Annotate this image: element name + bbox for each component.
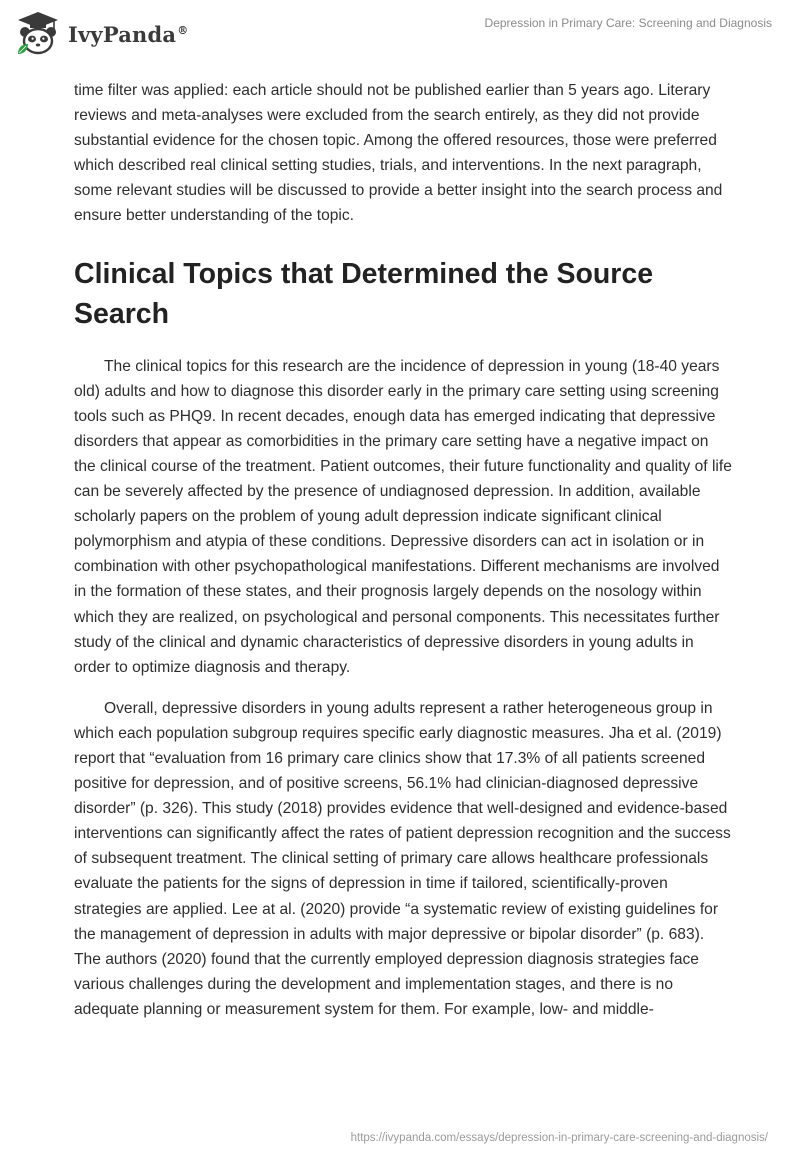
logo-name: IvyPanda bbox=[68, 21, 177, 47]
source-url[interactable]: https://ivypanda.com/essays/depression-in-primary-care-screening-and-diagnosis/ bbox=[350, 1132, 768, 1144]
section-heading: Clinical Topics that Determined the Source Search bbox=[74, 257, 654, 330]
article-body bbox=[74, 78, 734, 1022]
ivypanda-logo[interactable] bbox=[14, 10, 188, 58]
intro-paragraph: time filter was applied: each article should not be published earlier than 5 years ago. Literary reviews and meta-analyses were excluded from the search entirely, as they did not provide substantial evidence for the chosen topic. Among the offered resources, those were preferred which described real clinical setting studies, trials, and interventions. In the next paragraph, some relevant studies will be discussed to provide a better insight into the search process and ensure better understanding of the topic. bbox=[74, 82, 723, 225]
body-paragraph-2: Overall, depressive disorders in young adults represent a rather heterogeneous group in which each population subgroup requires specific early diagnostic measures. Jha et al. (2019) report that “evaluation from 16 primary care clinics show that 17.3% of all patients screened positive for depression, and of positive screens, 56.1% had clinician-diagnosed depressive disorder” (p. 326). This study (2018) provides evidence that well-designed and evidence-based interventions can significantly affect the rates of patient depression recognition and the success of subsequent treatment. The clinical setting of primary care allows healthcare professionals evaluate the patients for the signs of depression in time if tailored, scientifically-proven strategies are applied. Lee at al. (2020) provide “a systematic review of existing guidelines for the management of depression in adults with major depressive or bipolar disorder” (p. 683). The authors (2020) found that the currently employed depression diagnosis strategies face various challenges during the development and implementation stages, and there is no adequate planning or measurement system for them. For example, low- and middle- bbox=[74, 699, 731, 1018]
body-paragraph-1: The clinical topics for this research are the incidence of depression in young (18-40 years old) adults and how to diagnose this disorder early in the primary care setting using screening tools such as PHQ9. In recent decades, enough data has emerged indicating that depressive disorders that appear as comorbidities in the primary care setting have a negative impact on the clinical course of the treatment. Patient outcomes, their future functionality and quality of life can be severely affected by the presence of undiagnosed depression. In addition, available scholarly papers on the problem of young adult depression indicate significant clinical polymorphism and atypia of these conditions. Depressive disorders can act in isolation or in combination with other psychopathological manifestations. Different mechanisms are involved in the formation of these states, and their prognosis largely depends on the nosology within which they are realized, on psychological and personal components. This necessitates further study of the clinical and dynamic characteristics of depressive disorders in young adults in order to optimize diagnosis and therapy. bbox=[74, 357, 732, 676]
registered-mark: ® bbox=[177, 23, 189, 37]
panda-graduate-icon bbox=[14, 10, 62, 58]
logo-wordmark bbox=[68, 22, 188, 47]
page-header bbox=[0, 0, 800, 66]
page-title: Depression in Primary Care: Screening and Diagnosis bbox=[484, 16, 772, 30]
